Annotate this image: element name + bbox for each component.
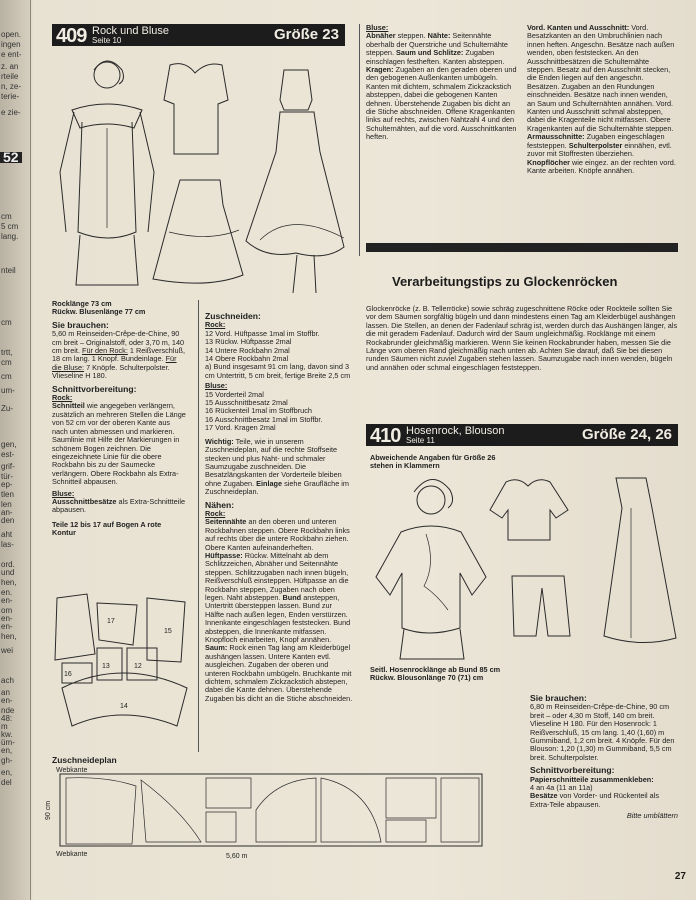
pattern-410-subtitle: Seite 11 [406, 436, 435, 445]
gutter-text-fragment: trtt, [1, 348, 13, 357]
gutter-text-fragment: den [1, 516, 15, 525]
gutter-text-fragment: nteil [1, 266, 16, 275]
gutter-text-fragment: kw. [1, 730, 13, 739]
piece-label-14: 14 [120, 703, 128, 710]
gutter-text-fragment: ach [1, 676, 14, 685]
piece-outline-skirt [62, 673, 187, 726]
gutter-text-fragment: e zie- [1, 108, 21, 117]
gutter-text-fragment: rteile [1, 72, 19, 81]
blouson-figure-icon [376, 526, 486, 633]
cutting-bluse-label: Bluse: [205, 381, 228, 391]
materials-409: 5,60 m Reinseiden-Crêpe-de-Chine, 90 cm breit – Originalstoff, oder 3,70 m, 140 cm breit. Für den Rock: 1 Reißverschluß, 18 cm lang. 1 Knopf. Bundeinlage. Für die Bluse: 7 Knöpfe. Schulterpolster. Vlieseline H 180. [52, 329, 186, 381]
cutting-heading: Zuschneiden: [205, 311, 261, 321]
piece-outline-b [97, 603, 137, 645]
cutting-rock-list [205, 330, 353, 380]
selvage-label-bottom: Webkante [56, 851, 88, 858]
gutter-text-fragment: n, ze- [1, 82, 22, 91]
tips-title: Verarbeitungstips zu Glockenröcken [392, 274, 618, 289]
sewing-heading: Nähen: [205, 499, 235, 510]
cutting-bluse-list [205, 391, 353, 433]
gutter-text-fragment: gh- [1, 756, 13, 765]
figure-head-410 [417, 486, 445, 514]
gutter-text-fragment: üm- [1, 738, 15, 747]
prep-409-bluse: Bluse: Ausschnittbesätze als Extra-Schnittteile abpausen. [52, 488, 186, 515]
gutter-text-fragment: um- [1, 386, 15, 395]
pattern-410-number: 410 [370, 425, 401, 447]
pattern-409-title: Rock und Bluse [92, 25, 170, 37]
important-note: Wichtig: Teile, wie in unserem Zuschneideplan, auf die rechte Stoffseite stecken und plus Naht- und schmaler Saumzugabe zuschneiden. Die Besatzlängskanten der Vorderteile bleiben ohne Zugaben. Einlage siehe Graufläche im Zuschneideplan. [205, 436, 350, 497]
column-divider-1 [198, 300, 199, 752]
gutter-text-fragment: cm [1, 212, 12, 221]
cutting-bluse-item: 16 Rückenteil 1mal im Stoffbruch [205, 406, 312, 416]
gutter-text-fragment: en- [1, 596, 13, 605]
column-divider-2 [359, 24, 360, 256]
cutting-bluse-item: 15 Vorderteil 2mal [205, 389, 264, 399]
pattern-410-size: Größe 24, 26 [581, 426, 672, 443]
pattern-409-subtitle: Seite 10 [92, 36, 122, 45]
cutting-bluse-item: 16 Ausschnittbesatz 1mal im Stoffbr. [205, 414, 323, 424]
blouse-collar-icon [72, 104, 142, 128]
turn-page-note: Bitte umblättern [626, 811, 678, 821]
gutter-text-fragment: hen, [1, 632, 17, 641]
gutter-text-fragment: wei [1, 646, 14, 655]
culotte-top-icon [400, 629, 464, 659]
tips-body: Glockenröcke (z. B. Tellerröcke) sowie schräg zugeschnittene Röcke oder Rockteile sollten Sie vor dem Säumen sorgfältig bügeln und dann mindestens einen Tag am Kleiderbügel aushängen lassen. Die Stellen, an denen der Fadenlauf schräg ist, werden durch das Aushängen länger, als die mit geradem Fadenlauf. Dadurch wird der Saum ungleichmäßig. Rocklänge mit einem Rockabrunder gleichmäßig markieren. Wenn Sie keinen Rockabrunder haben, messen Sie die Länge vom oberen Rand gleichmäßig nach unten ab. Achten Sie darauf, daß Sie bei diesen runden Säumen nicht zuviel Zugaben stehen lassen. Saumzugabe nach innen wenden, bügeln und annähen oder schmal eingeschlagen feststeppen. [366, 304, 678, 372]
gutter-text-fragment: gen, [1, 440, 17, 449]
prep-409-rock: Rock: Schnitteil wie angegeben verlängern, zusätzlich an mehreren Stellen die Länge von 52 cm vor der oberen Kante aus nach unten abmessen und markieren. Saumlinie mit Hilfe der Markierungen in schönem Bogen zeichnen. Die eingezeichnete Linie für die obere Rockbahn bis zu der Saumecke verlängern. Obere Rockbahn als Extra-Schnitteil abpausen. [52, 393, 186, 487]
sketch-hosenrock-blouson [366, 472, 678, 662]
gutter-text-fragment: z. an [1, 62, 19, 71]
gutter-text-fragment: e ent- [1, 50, 22, 59]
pattern-pieces-diagram [52, 588, 192, 728]
gutter-text-fragment: del [1, 778, 12, 787]
skirt-flat-sketch [153, 180, 243, 283]
gutter-text-fragment: lang. [1, 232, 19, 241]
blouse-flat-sketch [164, 64, 228, 154]
hosenrock-figure-icon [604, 478, 676, 643]
materials-409-heading: Sie brauchen: [52, 319, 109, 330]
gutter-text-fragment: tlen [1, 490, 14, 499]
materials-410: 6,80 m Reinseiden-Crêpe-de-Chine, 90 cm breit – oder 4,30 m Stoff, 140 cm breit. Vlieseline H 180. Für den Hosenrock: 1 Reißverschluß, 15 cm lang. 1,40 (1,60) m Gummiband, 1,2 cm breit. 4 Knöpfe. Für den Blouson: 1,20 (1,30) m Gummiband, 5,5 cm breit. Schulterpolster. [530, 702, 675, 762]
sewing-bluse-text-2: Vord. Kanten und Ausschnitt: Vord. Besatzkanten an den Umbruchlinien nach innen heften. Angeschn. Besätze nach außen wenden, oben feststecken. An den Ausschnittbesätzen die Schulternähte steppen. Besatz auf den Ausschnitt stecken, die Enden liegen auf den angeschn. Besätzen. Zugaben an den Rundungen einschneiden. Besätze nach innen wenden, an Saum und Schulternähten annähen. Vord. Kanten und Ausschnitt schmal absteppen, dabei die Kragenteile nicht mitfassen. Obere Kragenkanten auf die Schulternähte steppen. Armausschnitte: Zugaben eingeschlagen feststeppen. Schulterpolster einnähen, evtl. zuvor mit Stoffresten überziehen. Knopflöcher wie eingez. an der rechten vord. Kante arbeiten. Knöpfe annähen. [527, 23, 676, 175]
fabric-length-label: 5,60 m [226, 853, 248, 860]
piece-label-12: 12 [134, 663, 142, 670]
sewing-rock-text: Seitennähte an den oberen und unteren Rockbahnen steppen. Obere Rockbahn links auf rechts über die untere Rockbahn ziehen. Obere Kanten aufeinanderheften. Hüftpasse: Rückw. Mittelnaht ab dem Schlitzzeichen, Abnäher und Seitennähte steppen. Schlitzzugaben nach innen bügeln, Reißverschluß einsteppen. Hüftpasse an die Rockbahn steppen, Zugaben nach oben legen. Naht absteppen. Bund ansteppen, Untertritt übersteppen lassen. Bund zur Hälfte nach außen legen, Enden verstürzen. Innenkante eingeschlagen feststecken. Bund absteppen, die Innenkante mitfassen. Knopfloch einarbeiten, Knopf annähen. Saum: Rock einen Tag lang am Kleiderbügel aushängen lassen. Untere Kanten evtl. ausgleichen. Zugaben der oberen und unteren Rockbahn umbügeln. Bruchkante mit dichtem, schmalem Zickzackstich abstepen, dabei die Kante dehnen. Überstehende Zugaben bis dicht an die Stiche abschneiden. [205, 517, 353, 703]
gutter-text-fragment: 48: [1, 714, 13, 723]
selvage-label-top: Webkante [56, 767, 88, 774]
layout-piece-2 [141, 780, 201, 842]
flared-skirt-icon [246, 112, 344, 256]
layout-piece-4 [256, 778, 316, 842]
figure-hair-410 [414, 479, 453, 508]
gutter-text-fragment: en, [1, 746, 13, 755]
gutter-text-fragment: an- [1, 508, 13, 517]
layout-piece-5 [321, 778, 381, 842]
fabric-width-label: 90 cm [45, 800, 52, 820]
cutting-sewing-column [205, 308, 353, 706]
pattern-410-right-column [530, 690, 678, 824]
gutter-text-fragment: Zu- [1, 404, 13, 413]
skirt-tier-line [169, 230, 239, 237]
cutting-plan-title: Zuschneideplan [52, 755, 117, 765]
gutter-text-fragment: cm [1, 318, 12, 327]
gutter-text-fragment: en. [1, 588, 13, 597]
pattern-parts-title: Teile 12 bis 17 auf Bogen A rote Kontur [52, 519, 162, 538]
piece-label-16: 16 [64, 671, 72, 678]
gutter-text-fragment: en- [1, 696, 13, 705]
gutter-text-fragment: und [1, 568, 15, 577]
flared-skirt-seam [260, 224, 344, 240]
pattern-410-header [366, 424, 678, 446]
sewing-bluse-text: Abnäher steppen. Nähte: Seitennähte oberhalb der Querstriche und Schulternähte steppen. Saum und Schlitze: Zugaben einschlagen festheften. Kanten absteppen. Kragen: Zugaben an den geraden oberen und den gebogenen Außenkanten umbügeln. Kanten mit dichtem, schmalem Zickzackstich absteppen, dabei die gebogenen Kanten dehnen. Überstehende Zugaben bis dicht an die Stiche abschneiden. Offene Kragenkanten links auf rechts, zwischen Nahtzahl 4 und den Schulternähten, auf die vord. Ausschnittkanten heften. [366, 31, 517, 142]
layout-piece-3 [206, 778, 251, 842]
cutting-rock-item: 13 Rückw. Hüftpasse 2mal [205, 337, 292, 347]
skirt-below-blouse-icon [76, 235, 138, 285]
gutter-text-fragment: len [1, 500, 12, 509]
gutter-text-fragment: m [1, 722, 8, 731]
pattern-409-lengths: Rocklänge 73 cm Rückw. Blusenlänge 77 cm [52, 299, 146, 317]
cutting-rock-item: 12 Vord. Hüftpasse 1mal im Stoffbr. [205, 328, 320, 338]
cutting-rock-item: 14 Untere Rockbahn 2mal [205, 345, 290, 355]
gutter-text-fragment: ingen [1, 40, 21, 49]
pattern-410-size-note: Abweichende Angaben für Größe 26 stehen in Klammern [370, 453, 496, 471]
piece-label-13: 13 [102, 663, 110, 670]
gutter-text-fragment: an [1, 688, 10, 697]
gutter-text-fragment: ep- [1, 480, 13, 489]
gutter-text-fragment: open. [1, 30, 22, 39]
prep-410-heading: Schnittvorbereitung: [530, 765, 615, 776]
pattern-410-lengths: Seitl. Hosenrocklänge ab Bund 85 cm Rückw. Blousonlänge 70 (71) cm [370, 665, 501, 683]
pattern-409-header [52, 24, 345, 46]
gutter-text-fragment: hen, [1, 578, 17, 587]
cutting-bluse-item: 17 Vord. Kragen 2mal [205, 423, 276, 433]
gutter-text-fragment: en, [1, 768, 13, 777]
layout-piece-7 [441, 778, 479, 842]
sketch-rock-und-bluse [52, 50, 345, 295]
gutter-text-fragment: cm [1, 372, 12, 381]
blouson-drape-line [424, 534, 448, 610]
gutter-text-fragment: grif- [1, 462, 15, 471]
layout-piece-1 [66, 778, 136, 844]
cutting-bluse-item: 15 Ausschnittbesatz 2mal [205, 398, 288, 408]
sewing-bluse-column-2 [527, 24, 677, 178]
sewing-bluse-column [366, 24, 521, 145]
cutting-rock-item: 14 Obere Rockbahn 2mal [205, 354, 289, 364]
pattern-409-left-column [52, 300, 187, 541]
gutter-text-fragment: 5 cm [1, 222, 19, 231]
gutter-text-fragment: cm [1, 358, 12, 367]
gutter-text-fragment: est- [1, 450, 15, 459]
sewing-rock-label: Rock: [205, 508, 226, 518]
fabric-outline [60, 774, 482, 846]
blouson-flat-sketch [490, 480, 568, 540]
layout-piece-6 [386, 778, 436, 842]
previous-page-edge [0, 0, 31, 900]
prep-409-heading: Schnittvorbereitung: [52, 383, 137, 394]
gutter-text-fragment: en- [1, 622, 13, 631]
gutter-text-fragment: 52 [0, 152, 22, 163]
cutting-rock-label: Rock: [205, 320, 226, 330]
piece-outline-a [55, 594, 95, 660]
gutter-text-fragment: om [1, 606, 13, 615]
cutting-rock-item: a) Bund insgesamt 91 cm lang, davon sind 3 cm Untertritt, 5 cm breit, fertige Breite 2,5 cm [205, 362, 351, 380]
pattern-409-size: Größe 23 [273, 26, 339, 43]
piece-label-15: 15 [164, 628, 172, 635]
pattern-409-number: 409 [56, 25, 87, 47]
gutter-text-fragment: tür- [1, 472, 13, 481]
gutter-text-fragment: aht [1, 530, 13, 539]
materials-410-heading: Sie brauchen: [530, 693, 587, 703]
page-number: 27 [674, 871, 686, 882]
top-on-hanger-icon [280, 70, 312, 110]
gutter-text-fragment: terie- [1, 92, 20, 101]
prep-410: Papierschnitteile zusammenkleben: 4 an 4a (11 an 11a) Besätze von Vorder- und Rückenteil als Extra-Teile abpausen. [530, 774, 659, 809]
tips-top-band [366, 243, 678, 252]
culotte-flat-sketch [512, 576, 570, 636]
pattern-410-title: Hosenrock, Blouson [406, 425, 505, 437]
gutter-text-fragment: las- [1, 540, 14, 549]
gutter-text-fragment: en- [1, 614, 13, 623]
cutting-layout-diagram [45, 767, 486, 862]
piece-label-17: 17 [107, 618, 115, 625]
gutter-text-fragment: ord. [1, 560, 15, 569]
legs-icon [293, 255, 316, 293]
sewing-bluse-label: Bluse: [366, 23, 389, 32]
gutter-text-fragment: nde [1, 706, 15, 715]
